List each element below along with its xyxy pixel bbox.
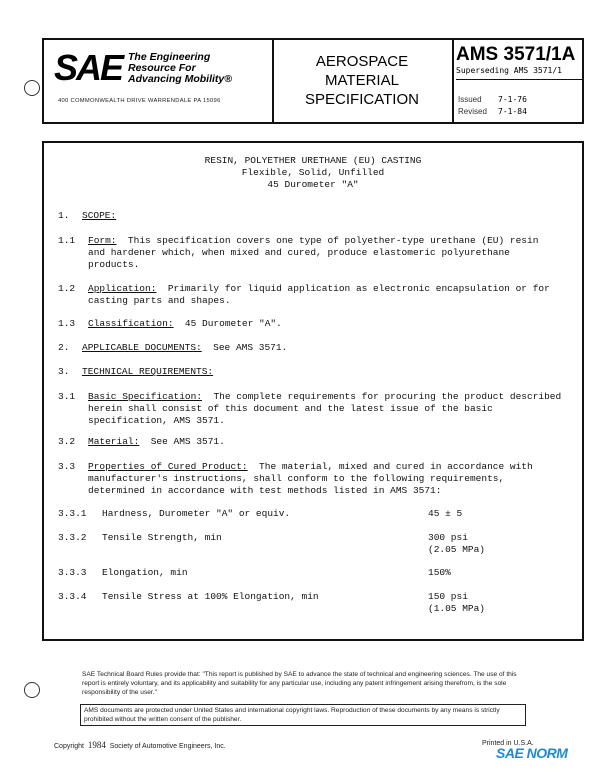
property-name: Tensile Stress at 100% Elongation, min — [102, 591, 319, 602]
doc-type-block — [272, 40, 454, 122]
section-3-3-paragraph: Properties of Cured Product: The material, mixed and cured in accordance with manufacturer's instructions, shall conform to the following requirements, determined in accordance with test methods listed in AMS 3571: — [88, 461, 533, 496]
section-number: 3. — [58, 366, 70, 377]
sae-logo: SAE — [54, 47, 123, 88]
property-number: 3.3.4 — [58, 591, 87, 602]
section-number: 1.2 — [58, 283, 76, 294]
section-3-2-line: Material: See AMS 3571. — [88, 436, 225, 447]
section-heading: SCOPE: — [82, 210, 117, 221]
punch-hole — [24, 682, 40, 698]
punch-hole — [24, 80, 40, 96]
superseding-note: Superseding AMS 3571/1 — [456, 66, 582, 80]
section-heading: TECHNICAL REQUIREMENTS: — [82, 366, 214, 377]
spec-body — [42, 141, 584, 641]
ams-number: AMS 3571/1A — [456, 44, 576, 65]
property-name: Elongation, min — [102, 567, 188, 578]
material-title: RESIN, POLYETHER URETHANE (EU) CASTING — [204, 155, 422, 166]
section-number: 3.3 — [58, 461, 76, 472]
section-number: 1.3 — [58, 318, 76, 329]
publisher-block — [44, 40, 274, 122]
section-number: 1. — [58, 210, 70, 221]
property-number: 3.3.1 — [58, 508, 87, 519]
doc-id-block — [452, 40, 582, 122]
property-value: 150% — [428, 567, 451, 578]
property-value-si: (1.05 MPa) — [428, 603, 486, 614]
revised-date-row: Revised 7-1-84 — [458, 107, 527, 116]
section-number: 3.1 — [58, 391, 76, 402]
property-value: 150 psi — [428, 591, 468, 602]
property-value: 300 psi — [428, 532, 468, 543]
property-value-si: (2.05 MPa) — [428, 544, 486, 555]
material-subtitle: Flexible, Solid, Unfilled — [241, 167, 385, 178]
copyright-notice-box: AMS documents are protected under United States and international copyright laws. Reproduction of these documents by any means is strictly prohibited without the written consent of the publisher. — [80, 704, 526, 726]
printed-in: Printed in U.S.A. — [482, 740, 534, 747]
section-1-2-paragraph: Application: Primarily for liquid application as electronic encapsulation or for casting parts and shapes. — [88, 283, 550, 306]
section-3-1-paragraph: Basic Specification: The complete requirements for procuring the product described herein shall consist of this document and the latest issue of the basic specification, AMS 3571. — [88, 391, 562, 426]
section-number: 2. — [58, 342, 70, 353]
section-number: 1.1 — [58, 235, 76, 246]
property-name: Hardness, Durometer "A" or equiv. — [102, 508, 291, 519]
spec-header — [42, 38, 584, 124]
tagline: The Engineering Resource For Advancing Mobility® — [128, 51, 232, 85]
property-name: Tensile Strength, min — [102, 532, 222, 543]
property-number: 3.3.2 — [58, 532, 87, 543]
section-2-line: APPLICABLE DOCUMENTS: See AMS 3571. — [82, 342, 288, 353]
property-number: 3.3.3 — [58, 567, 87, 578]
issued-date-row: Issued 7-1-76 — [458, 95, 527, 104]
doc-type-title: AEROSPACE MATERIAL SPECIFICATION — [305, 53, 419, 108]
technical-board-note: SAE Technical Board Rules provide that: "This report is published by SAE to advance the state of technical and engineering sciences. The use of this report is entirely voluntary, and its applicability and suitability for any particular use, including any patent infringement arising therefrom, is the sole responsibility of the user." — [82, 671, 517, 696]
section-1-3-line: Classification: 45 Durometer "A". — [88, 318, 282, 329]
section-number: 3.2 — [58, 436, 76, 447]
watermark-logo: SAE NORM — [496, 745, 568, 761]
material-durometer: 45 Durometer "A" — [267, 179, 359, 190]
section-1-1-paragraph: Form: This specification covers one type of polyether-type urethane (EU) resin and hardener which, when mixed and cured, produce elastomeric polyurethane products. — [88, 235, 539, 270]
copyright-line: Copyright 1984 Society of Automotive Engineers, Inc. — [54, 740, 226, 750]
property-value: 45 ± 5 — [428, 508, 463, 519]
publisher-address: 400 COMMONWEALTH DRIVE WARRENDALE PA 15096 — [58, 98, 221, 104]
